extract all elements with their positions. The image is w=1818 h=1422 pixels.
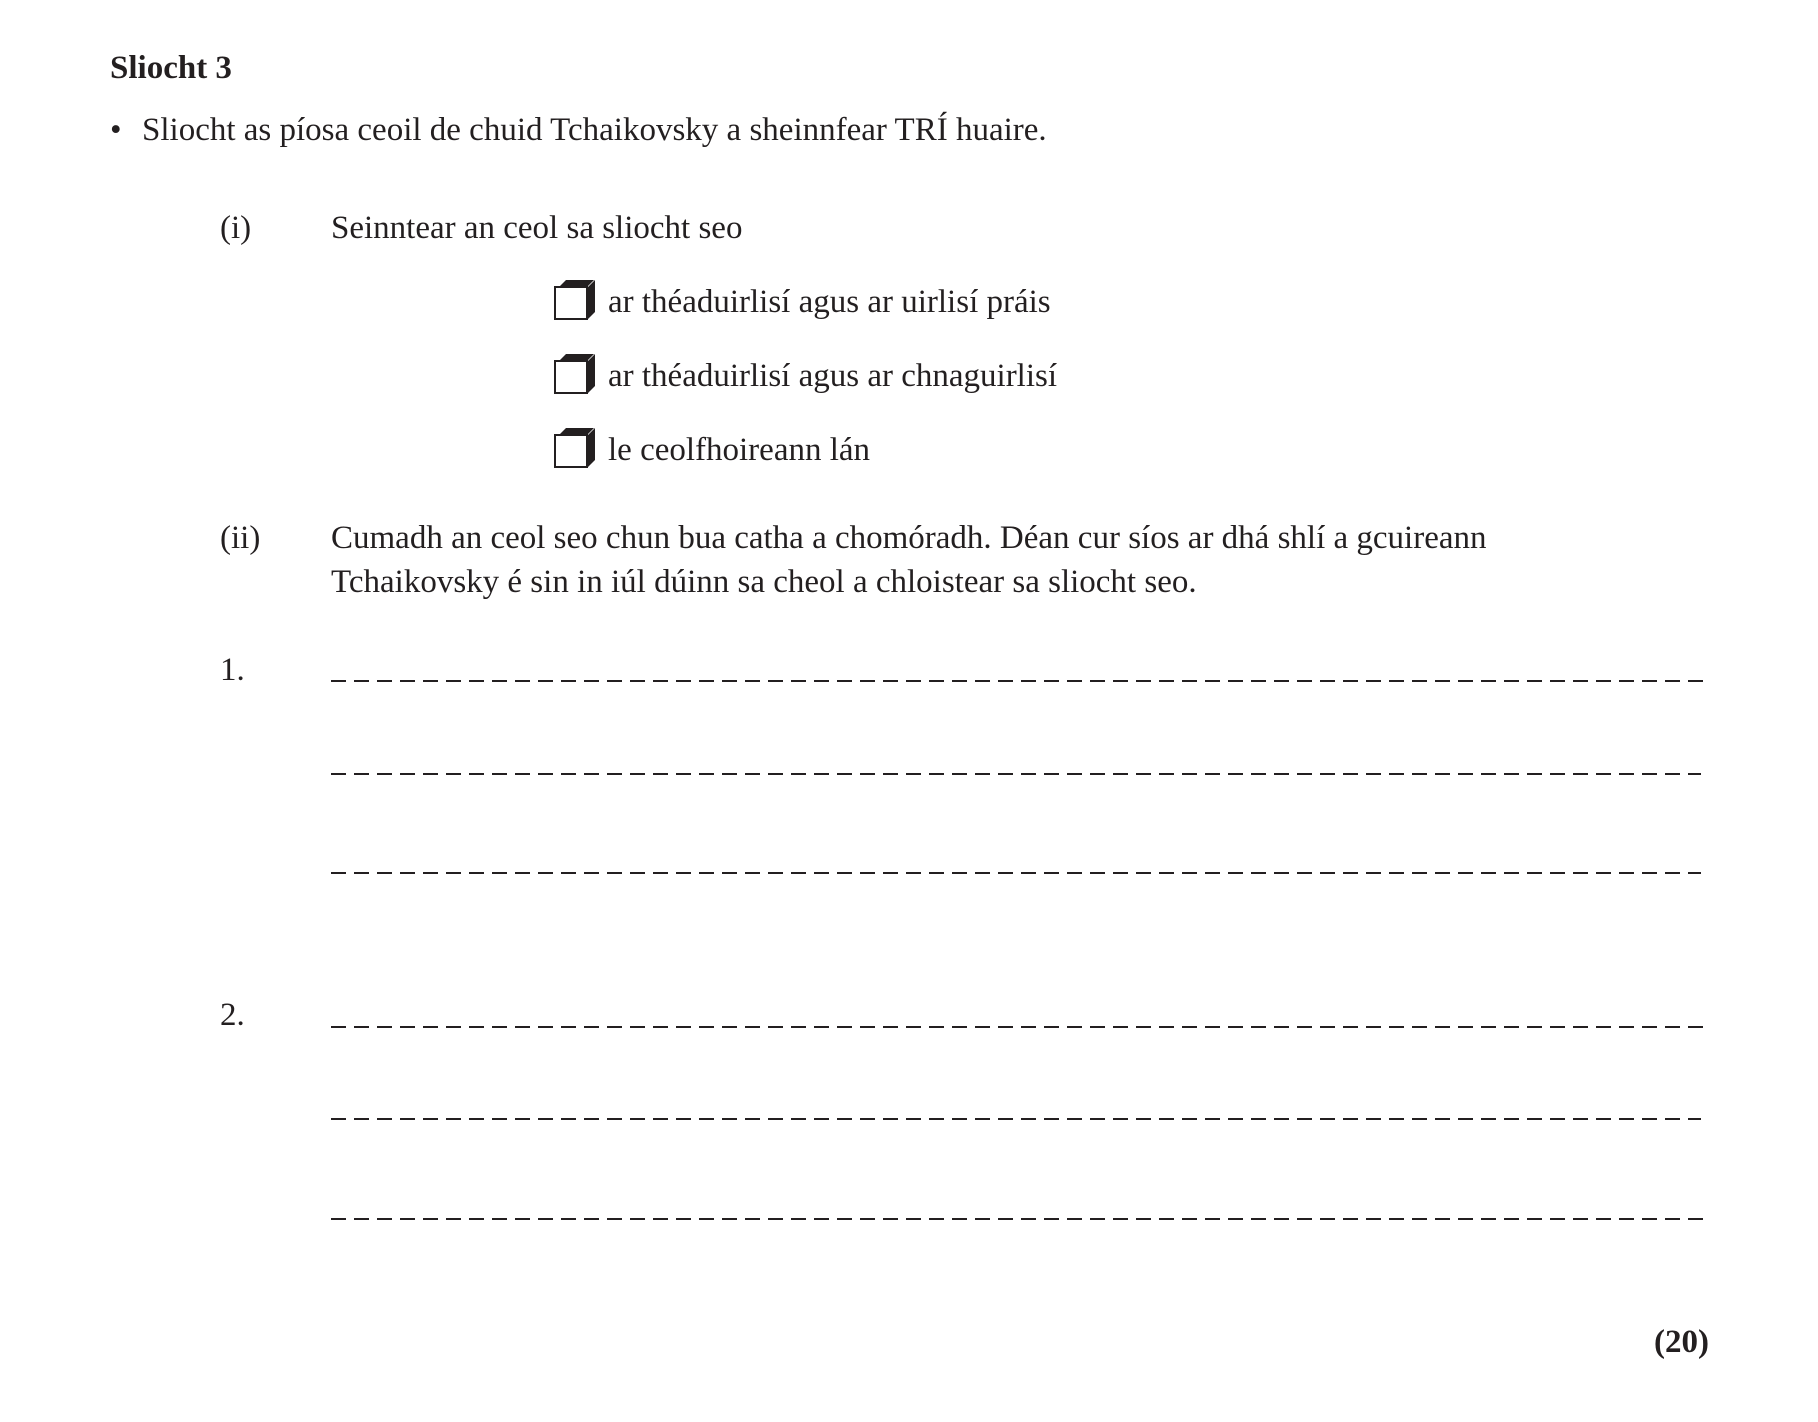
question-i-text: Seinntear an ceol sa sliocht seo	[331, 210, 743, 246]
option-2-checkbox[interactable]	[554, 360, 588, 394]
answer-2-label: 2.	[220, 997, 245, 1033]
bullet: •	[110, 112, 122, 148]
option-3-label: le ceolfhoireann lán	[608, 432, 871, 468]
answer-1-label: 1.	[220, 652, 245, 688]
option-3-checkbox[interactable]	[554, 434, 588, 468]
answer-2-line-3[interactable]	[331, 1218, 1706, 1220]
answer-1-line-1[interactable]	[331, 680, 1711, 682]
marks: (20)	[1654, 1324, 1709, 1360]
option-2-label: ar théaduirlisí agus ar chnaguirlisí	[608, 358, 1058, 394]
question-ii-text-line1: Cumadh an ceol seo chun bua catha a chomóradh. Déan cur síos ar dhá shlí a gcuireann	[331, 520, 1487, 556]
question-ii-label: (ii)	[220, 520, 261, 556]
intro-text: Sliocht as píosa ceoil de chuid Tchaikovsky a sheinnfear TRÍ huaire.	[142, 112, 1047, 148]
option-1-label: ar théaduirlisí agus ar uirlisí práis	[608, 284, 1051, 320]
answer-1-line-3[interactable]	[331, 872, 1701, 874]
question-i-label: (i)	[220, 210, 252, 246]
question-ii-text-line2: Tchaikovsky é sin in iúl dúinn sa cheol a chloistear sa sliocht seo.	[331, 564, 1197, 600]
section-title: Sliocht 3	[110, 50, 232, 86]
option-1-checkbox[interactable]	[554, 286, 588, 320]
answer-2-line-2[interactable]	[331, 1118, 1701, 1120]
answer-1-line-2[interactable]	[331, 773, 1701, 775]
answer-2-line-1[interactable]	[331, 1026, 1711, 1028]
